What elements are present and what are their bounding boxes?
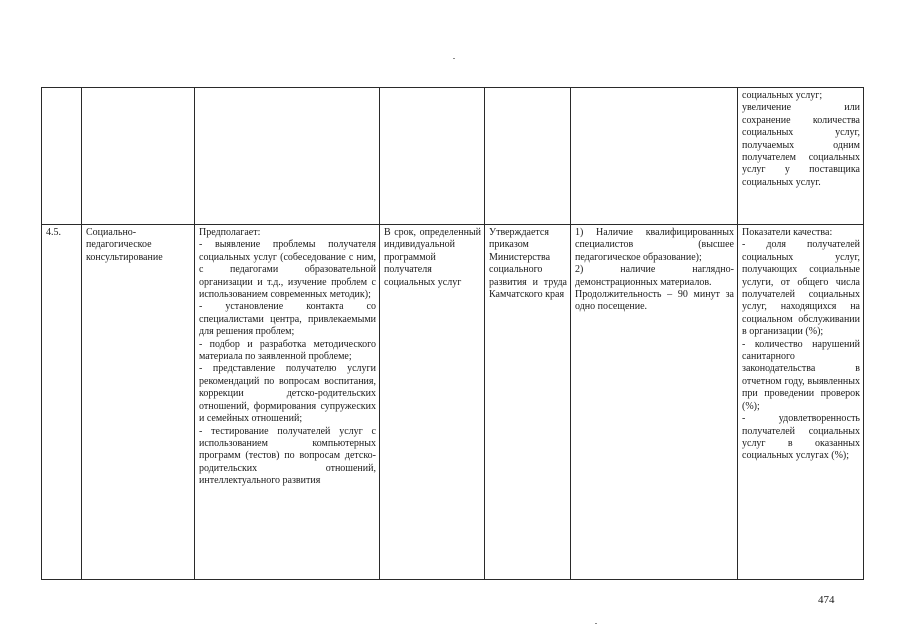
scan-speck [453,58,455,59]
cell-approval: Утверждается приказом Министерства социального развития и труда Камчатского края [485,225,571,580]
cell-term [380,88,485,225]
cell-approval [485,88,571,225]
cell-number [42,88,82,225]
cell-conditions [571,88,738,225]
page-number: 474 [818,594,835,606]
table-row [42,225,864,580]
cell-indicators: социальных услуг; увеличение или сохранение количества социальных услуг, получаемых одним получателем социальных услуг у поставщика социальных услуг. [738,88,864,225]
cell-conditions: 1) Наличие квалифицированных специалистов (высшее педагогическое образование); 2) наличие наглядно-демонстрационных материалов. Продолжительность – 90 минут за одно посещение. [571,225,738,580]
scan-speck [595,623,597,624]
cell-term: В срок, определенный индивидуальной программой получателя социальных услуг [380,225,485,580]
table-row [42,88,864,225]
cell-description [195,88,380,225]
cell-service-name: Социально-педагогическое консультирование [82,225,195,580]
cell-service-name [82,88,195,225]
cell-description: Предполагает: - выявление проблемы получателя социальных услуг (собеседование с ним, с педагогами образовательной организации и т.д., изучение проблем с использованием современных методик); - установление контакта со специалистами центра, привлекаемыми для решения проблем; - подбор и разработка методического материала по заявленной проблеме; - представление получателю услуги рекомендаций по вопросам воспитания, коррекции детско-родительских отношений, формирования супружеских и семейных отношений; - тестирование получателей услуг с использованием компьютерных программ (тестов) по вопросам детско-родительских отношений, интеллектуального развития [195,225,380,580]
cell-indicators: Показатели качества: - доля получателей социальных услуг, получающих социальные услуги, от общего числа получателей социальных услуг, находящихся на социальном обслуживании в организации (%); - количество нарушений санитарного законодательства в отчетном году, выявленных при проведении проверок (%); - удовлетворенность получателей социальных услуг в оказанных социальных услугах (%); [738,225,864,580]
services-table [41,87,864,580]
cell-number: 4.5. [42,225,82,580]
